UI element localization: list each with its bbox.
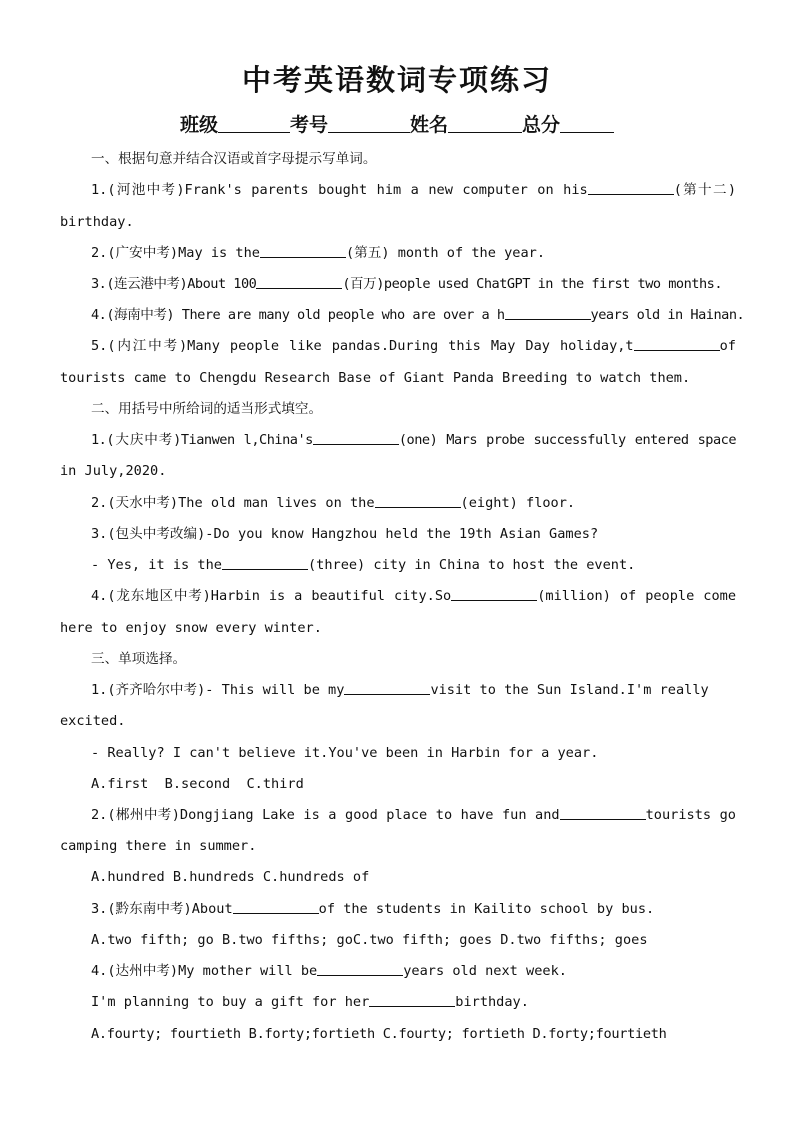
s1-q4: 4.(海南中考) There are many old people who are over a h years old in Hainan.: [91, 307, 745, 323]
class-blank[interactable]: [218, 114, 290, 133]
s2-q4-line1: 4.(龙东地区中考)Harbin is a beautiful city.So (million) of people come: [91, 588, 736, 604]
s2-q1-line2: in July,2020.: [60, 463, 167, 479]
s3-q1-line2: excited.: [60, 713, 126, 729]
s2-q2: 2.(天水中考)The old man lives on the (eight) floor.: [91, 495, 576, 511]
name-blank[interactable]: [448, 114, 522, 133]
answer-blank[interactable]: [634, 336, 720, 351]
s2-q3-line2: - Yes, it is the (three) city in China to host the event.: [91, 557, 636, 573]
s2-q3-line1: 3.(包头中考改编)-Do you know Hangzhou held the 19th Asian Games?: [91, 526, 599, 542]
s1-q2: 2.(广安中考)May is the (第五) month of the year.: [91, 245, 546, 261]
answer-blank[interactable]: [375, 493, 461, 508]
s3-q4-line2: I'm planning to buy a gift for her birthday.: [91, 994, 529, 1010]
s3-q2-line2: camping there in summer.: [60, 838, 257, 854]
answer-blank[interactable]: [451, 586, 537, 601]
section-2-heading: 二、用括号中所给词的适当形式填空。: [91, 401, 323, 417]
answer-blank[interactable]: [260, 243, 346, 258]
s3-q3: 3.(黔东南中考)About of the students in Kailito school by bus.: [91, 901, 655, 917]
answer-blank[interactable]: [233, 899, 319, 914]
s2-q1-line1: 1.(大庆中考)Tianwen l,China's (one) Mars probe successfully entered space: [91, 432, 737, 448]
s3-q4-options: A.fourty; fourtieth B.forty;fortieth C.fourty; fortieth D.forty;fourtieth: [91, 1026, 667, 1042]
score-blank[interactable]: [560, 114, 614, 133]
s1-q1-line1: 1.(河池中考)Frank's parents bought him a new computer on his (第十二): [91, 182, 737, 198]
s1-q3: 3.(连云港中考)About 100 (百万)people used ChatGPT in the first two months.: [91, 276, 723, 292]
s3-q1-line3: - Really? I can't believe it.You've been in Harbin for a year.: [91, 745, 599, 761]
answer-blank[interactable]: [256, 274, 342, 289]
score-label: 总分: [522, 114, 561, 136]
section-1-heading: 一、根据句意并结合汉语或首字母提示写单词。: [91, 151, 377, 167]
answer-blank[interactable]: [588, 180, 674, 195]
answer-blank[interactable]: [369, 992, 455, 1007]
class-label: 班级: [179, 114, 218, 136]
s1-q5-line2: tourists came to Chengdu Research Base of Giant Panda Breeding to watch them.: [60, 370, 691, 386]
s2-q4-line2: here to enjoy snow every winter.: [60, 620, 322, 636]
number-label: 考号: [289, 114, 328, 136]
s3-q1-options: A.first B.second C.third: [91, 776, 304, 792]
answer-blank[interactable]: [317, 961, 403, 976]
s1-q5-line1: 5.(内江中考)Many people like pandas.During this May Day holiday,t of: [91, 338, 736, 354]
answer-blank[interactable]: [505, 305, 591, 320]
student-info-line: [0, 110, 794, 137]
number-blank[interactable]: [328, 114, 410, 133]
answer-blank[interactable]: [222, 555, 308, 570]
section-3-heading: 三、单项选择。: [91, 651, 187, 667]
answer-blank[interactable]: [560, 805, 646, 820]
s3-q4-line1: 4.(达州中考)My mother will be years old next week.: [91, 963, 567, 979]
page-title: 中考英语数词专项练习: [241, 63, 552, 97]
answer-blank[interactable]: [313, 430, 399, 445]
s3-q2-options: A.hundred B.hundreds C.hundreds of: [91, 869, 370, 885]
answer-blank[interactable]: [344, 680, 430, 695]
s3-q1-line1: 1.(齐齐哈尔中考)- This will be my visit to the Sun Island.I'm really: [91, 682, 709, 698]
name-label: 姓名: [410, 114, 449, 136]
s3-q3-options: A.two fifth; go B.two fifths; goC.two fifth; goes D.two fifths; goes: [91, 932, 648, 948]
s1-q1-line2: birthday.: [60, 214, 134, 230]
s3-q2-line1: 2.(郴州中考)Dongjiang Lake is a good place to have fun and tourists go: [91, 807, 736, 823]
